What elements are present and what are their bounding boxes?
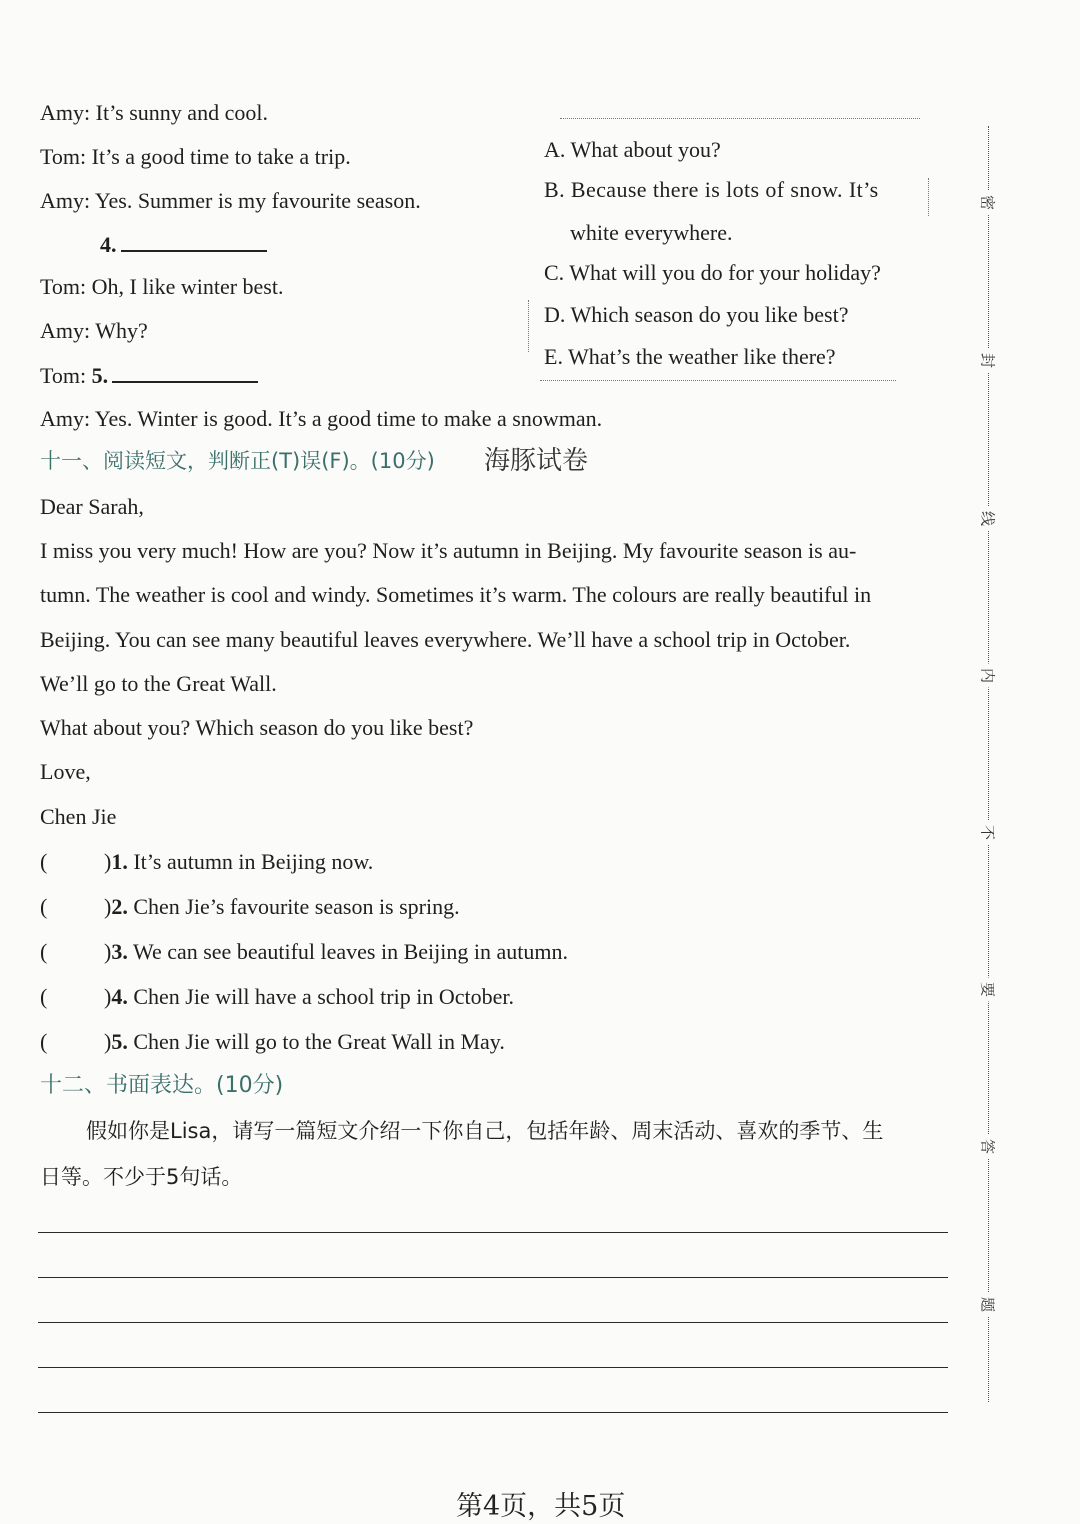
dialogue-blank-4: 4. [100, 230, 267, 259]
statement-3: ( )3. We can see beautiful leaves in Beijing in autumn. [40, 939, 568, 964]
watermark-text: 海豚试卷 [484, 446, 589, 476]
seal-line [988, 126, 989, 1402]
seal-char-7: 答 [978, 1135, 999, 1159]
writing-prompt-line-1: 假如你是Lisa，请写一篇短文介绍一下你自己，包括年龄、周末活动、喜欢的季节、生 [86, 1119, 884, 1143]
letter-line-5: What about you? Which season do you like best? [40, 715, 474, 740]
page-number: 第4页，共5页 [456, 1491, 626, 1522]
dialogue-line-3: Amy: Yes. Summer is my favourite season. [40, 188, 421, 213]
writing-line-4[interactable] [38, 1367, 948, 1368]
statement-2: ( )2. Chen Jie’s favourite season is spring. [40, 894, 460, 919]
statement-4: ( )4. Chen Jie will have a school trip in October. [40, 984, 514, 1009]
writing-line-3[interactable] [38, 1322, 948, 1323]
writing-line-2[interactable] [38, 1277, 948, 1278]
options-border-right [928, 178, 929, 216]
writing-line-1[interactable] [38, 1232, 948, 1233]
dialogue-line-1: Amy: It’s sunny and cool. [40, 100, 268, 125]
answer-blank-5[interactable] [112, 361, 258, 383]
writing-prompt-line-2: 日等。不少于5句话。 [40, 1165, 243, 1189]
letter-signature: Chen Jie [40, 804, 117, 829]
option-c: C. What will you do for your holiday? [544, 260, 881, 285]
seal-char-4: 内 [978, 664, 999, 688]
letter-line-3: Beijing. You can see many beautiful leaves everywhere. We’ll have a school trip in October. [40, 627, 851, 652]
option-a: A. What about you? [544, 137, 721, 162]
dialogue-line-2: Tom: It’s a good time to take a trip. [40, 144, 351, 169]
dialogue-line-5: Tom: Oh, I like winter best. [40, 274, 284, 299]
option-b: B. Because there is lots of snow. It’s [544, 177, 879, 202]
statement-5: ( )5. Chen Jie will go to the Great Wall in May. [40, 1029, 505, 1054]
answer-paren-2[interactable]: ( [40, 894, 48, 919]
seal-char-5: 不 [978, 821, 999, 845]
writing-line-5[interactable] [38, 1412, 948, 1413]
section-11-title: 十一、阅读短文，判断正(T)误(F)。(10分) [40, 449, 435, 473]
options-border-top [560, 118, 920, 119]
seal-char-2: 封 [978, 349, 999, 373]
answer-blank-4[interactable] [121, 230, 267, 252]
letter-closing: Love, [40, 759, 91, 784]
option-d: D. Which season do you like best? [544, 302, 849, 327]
answer-paren-3[interactable]: ( [40, 939, 48, 964]
letter-line-2: tumn. The weather is cool and windy. Sometimes it’s warm. The colours are really beautiful in [40, 582, 872, 607]
statement-1: ( )1. It’s autumn in Beijing now. [40, 849, 374, 874]
seal-char-8: 题 [978, 1293, 999, 1317]
dialogue-blank-5: Tom: 5. [40, 361, 258, 390]
seal-char-1: 密 [978, 191, 999, 215]
answer-paren-4[interactable]: ( [40, 984, 48, 1009]
answer-paren-1[interactable]: ( [40, 849, 48, 874]
option-b-continued: white everywhere. [570, 220, 733, 245]
section-12-title: 十二、书面表达。(10分) [40, 1073, 284, 1098]
answer-paren-5[interactable]: ( [40, 1029, 48, 1054]
letter-line-1: I miss you very much! How are you? Now it’s autumn in Beijing. My favourite season is au- [40, 538, 857, 563]
dialogue-line-8: Amy: Yes. Winter is good. It’s a good time to make a snowman. [40, 406, 603, 431]
letter-greeting: Dear Sarah, [40, 494, 144, 519]
options-border-bottom [540, 380, 896, 381]
seal-char-3: 线 [978, 507, 999, 531]
dialogue-line-6: Amy: Why? [40, 318, 148, 343]
option-e: E. What’s the weather like there? [544, 344, 836, 369]
options-border-left [528, 300, 529, 352]
seal-char-6: 要 [978, 978, 999, 1002]
letter-line-4: We’ll go to the Great Wall. [40, 671, 277, 696]
